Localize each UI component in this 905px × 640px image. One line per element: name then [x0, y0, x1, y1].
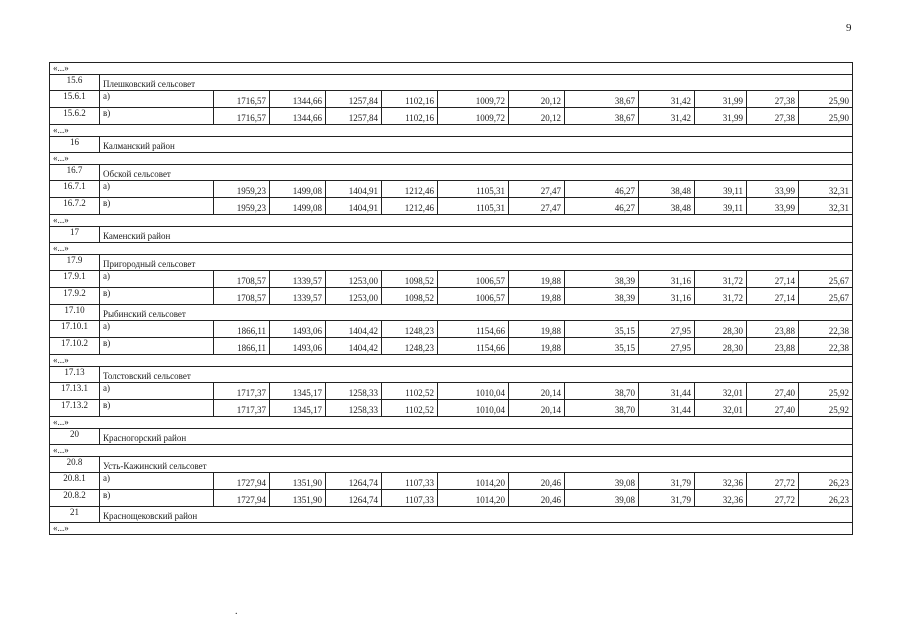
- value-cell: 27,14: [747, 288, 799, 305]
- row-code: 20.8.1: [50, 473, 100, 490]
- row-code: 16.7.2: [50, 198, 100, 215]
- value-cell: 27,72: [747, 473, 799, 490]
- value-cell: 1010,04: [438, 383, 509, 400]
- value-cell: 27,47: [509, 198, 565, 215]
- table-body: [50, 63, 853, 535]
- value-cell: 1006,57: [438, 288, 509, 305]
- value-cell: 38,67: [565, 91, 639, 108]
- value-cell: 38,70: [565, 383, 639, 400]
- section-code: 20.8: [50, 457, 100, 473]
- ellipsis-row: [50, 125, 853, 137]
- section-code: 17.13: [50, 367, 100, 383]
- value-cell: 19,88: [509, 271, 565, 288]
- value-cell: 1708,57: [214, 271, 270, 288]
- value-cell: 1499,08: [270, 181, 326, 198]
- value-cell: 1959,23: [214, 198, 270, 215]
- value-cell: 1345,17: [270, 383, 326, 400]
- table-row: [50, 288, 853, 305]
- page-number: 9: [846, 22, 852, 34]
- value-cell: 25,92: [799, 383, 853, 400]
- section-row: [50, 429, 853, 445]
- value-cell: 38,48: [639, 181, 695, 198]
- value-cell: 31,72: [695, 288, 747, 305]
- value-cell: 32,31: [799, 198, 853, 215]
- ellipsis-row: [50, 63, 853, 75]
- section-row: [50, 137, 853, 153]
- row-variant: а): [100, 321, 214, 338]
- section-name: Рыбинский сельсовет: [100, 305, 853, 321]
- ellipsis-cell: «...»: [50, 243, 853, 255]
- value-cell: 1717,37: [214, 400, 270, 417]
- value-cell: 20,14: [509, 383, 565, 400]
- value-cell: 39,08: [565, 473, 639, 490]
- value-cell: 27,95: [639, 338, 695, 355]
- value-cell: 39,08: [565, 490, 639, 507]
- value-cell: 31,72: [695, 271, 747, 288]
- value-cell: 39,11: [695, 198, 747, 215]
- value-cell: 23,88: [747, 321, 799, 338]
- ellipsis-row: [50, 215, 853, 227]
- value-cell: 1264,74: [326, 473, 382, 490]
- value-cell: 1107,33: [382, 473, 438, 490]
- section-code: 16.7: [50, 165, 100, 181]
- value-cell: 28,30: [695, 338, 747, 355]
- value-cell: 27,38: [747, 108, 799, 125]
- value-cell: 1717,37: [214, 383, 270, 400]
- section-code: 20: [50, 429, 100, 445]
- value-cell: 31,44: [639, 383, 695, 400]
- ellipsis-cell: «...»: [50, 153, 853, 165]
- section-row: [50, 305, 853, 321]
- value-cell: 1253,00: [326, 288, 382, 305]
- row-variant: в): [100, 400, 214, 417]
- section-code: 16: [50, 137, 100, 153]
- value-cell: 1006,57: [438, 271, 509, 288]
- value-cell: 19,88: [509, 338, 565, 355]
- section-row: [50, 227, 853, 243]
- ellipsis-row: [50, 355, 853, 367]
- value-cell: 20,14: [509, 400, 565, 417]
- table-row: [50, 338, 853, 355]
- value-cell: 20,46: [509, 490, 565, 507]
- value-cell: 1105,31: [438, 198, 509, 215]
- value-cell: 46,27: [565, 181, 639, 198]
- table-row: [50, 91, 853, 108]
- ellipsis-cell: «...»: [50, 417, 853, 429]
- value-cell: 1404,91: [326, 198, 382, 215]
- value-cell: 1154,66: [438, 321, 509, 338]
- row-code: 17.9.2: [50, 288, 100, 305]
- value-cell: 1102,52: [382, 383, 438, 400]
- value-cell: 33,99: [747, 198, 799, 215]
- value-cell: 31,16: [639, 271, 695, 288]
- section-name: Калманский район: [100, 137, 853, 153]
- row-code: 15.6.1: [50, 91, 100, 108]
- section-name: Усть-Кажинский сельсовет: [100, 457, 853, 473]
- ellipsis-row: [50, 417, 853, 429]
- section-name: Толстовский сельсовет: [100, 367, 853, 383]
- value-cell: 1351,90: [270, 490, 326, 507]
- value-cell: 1727,94: [214, 473, 270, 490]
- value-cell: 32,36: [695, 490, 747, 507]
- value-cell: 1404,91: [326, 181, 382, 198]
- value-cell: 20,12: [509, 91, 565, 108]
- row-variant: в): [100, 288, 214, 305]
- value-cell: 33,99: [747, 181, 799, 198]
- section-row: [50, 507, 853, 523]
- value-cell: 25,92: [799, 400, 853, 417]
- value-cell: 1098,52: [382, 288, 438, 305]
- ellipsis-cell: «...»: [50, 523, 853, 535]
- value-cell: 27,47: [509, 181, 565, 198]
- row-code: 17.13.2: [50, 400, 100, 417]
- value-cell: 1257,84: [326, 91, 382, 108]
- ellipsis-row: [50, 243, 853, 255]
- row-code: 17.9.1: [50, 271, 100, 288]
- row-variant: в): [100, 338, 214, 355]
- value-cell: 1102,52: [382, 400, 438, 417]
- value-cell: 1102,16: [382, 91, 438, 108]
- value-cell: 1248,23: [382, 321, 438, 338]
- value-cell: 31,42: [639, 108, 695, 125]
- row-code: 17.10.2: [50, 338, 100, 355]
- value-cell: 1212,46: [382, 181, 438, 198]
- section-code: 17.9: [50, 255, 100, 271]
- row-variant: а): [100, 383, 214, 400]
- value-cell: 20,12: [509, 108, 565, 125]
- value-cell: 1154,66: [438, 338, 509, 355]
- value-cell: 1014,20: [438, 473, 509, 490]
- value-cell: 19,88: [509, 288, 565, 305]
- table-row: [50, 321, 853, 338]
- value-cell: 1499,08: [270, 198, 326, 215]
- value-cell: 1493,06: [270, 321, 326, 338]
- table-row: [50, 198, 853, 215]
- ellipsis-row: [50, 445, 853, 457]
- value-cell: 1339,57: [270, 271, 326, 288]
- value-cell: 1339,57: [270, 288, 326, 305]
- ellipsis-cell: «...»: [50, 355, 853, 367]
- section-row: [50, 255, 853, 271]
- value-cell: 31,99: [695, 108, 747, 125]
- value-cell: 26,23: [799, 473, 853, 490]
- section-code: 17.10: [50, 305, 100, 321]
- value-cell: 1248,23: [382, 338, 438, 355]
- value-cell: 1351,90: [270, 473, 326, 490]
- value-cell: 22,38: [799, 338, 853, 355]
- section-code: 17: [50, 227, 100, 243]
- row-variant: а): [100, 271, 214, 288]
- value-cell: 27,40: [747, 400, 799, 417]
- value-cell: 1098,52: [382, 271, 438, 288]
- table-row: [50, 108, 853, 125]
- value-cell: 1344,66: [270, 108, 326, 125]
- ellipsis-row: [50, 153, 853, 165]
- section-name: Плешковский сельсовет: [100, 75, 853, 91]
- value-cell: 1010,04: [438, 400, 509, 417]
- tariff-table: [49, 62, 853, 535]
- value-cell: 27,72: [747, 490, 799, 507]
- value-cell: 23,88: [747, 338, 799, 355]
- value-cell: 1866,11: [214, 338, 270, 355]
- row-variant: в): [100, 490, 214, 507]
- ellipsis-cell: «...»: [50, 445, 853, 457]
- value-cell: 27,14: [747, 271, 799, 288]
- table-row: [50, 473, 853, 490]
- ellipsis-row: [50, 523, 853, 535]
- value-cell: 39,11: [695, 181, 747, 198]
- stray-dot: .: [235, 606, 238, 617]
- row-variant: в): [100, 108, 214, 125]
- value-cell: 1212,46: [382, 198, 438, 215]
- row-code: 20.8.2: [50, 490, 100, 507]
- section-name: Обской сельсовет: [100, 165, 853, 181]
- row-code: 15.6.2: [50, 108, 100, 125]
- ellipsis-cell: «...»: [50, 63, 853, 75]
- value-cell: 35,15: [565, 338, 639, 355]
- ellipsis-cell: «...»: [50, 125, 853, 137]
- value-cell: 1102,16: [382, 108, 438, 125]
- value-cell: 1959,23: [214, 181, 270, 198]
- value-cell: 32,36: [695, 473, 747, 490]
- value-cell: 32,01: [695, 400, 747, 417]
- value-cell: 38,70: [565, 400, 639, 417]
- value-cell: 31,42: [639, 91, 695, 108]
- value-cell: 1014,20: [438, 490, 509, 507]
- value-cell: 46,27: [565, 198, 639, 215]
- value-cell: 1105,31: [438, 181, 509, 198]
- value-cell: 31,79: [639, 490, 695, 507]
- value-cell: 31,44: [639, 400, 695, 417]
- value-cell: 38,39: [565, 288, 639, 305]
- value-cell: 1009,72: [438, 108, 509, 125]
- value-cell: 1866,11: [214, 321, 270, 338]
- value-cell: 1264,74: [326, 490, 382, 507]
- value-cell: 1009,72: [438, 91, 509, 108]
- section-name: Краснощековский район: [100, 507, 853, 523]
- value-cell: 1716,57: [214, 108, 270, 125]
- value-cell: 25,90: [799, 108, 853, 125]
- section-name: Каменский район: [100, 227, 853, 243]
- value-cell: 32,31: [799, 181, 853, 198]
- value-cell: 32,01: [695, 383, 747, 400]
- value-cell: 1404,42: [326, 338, 382, 355]
- value-cell: 25,67: [799, 271, 853, 288]
- value-cell: 1345,17: [270, 400, 326, 417]
- row-code: 17.13.1: [50, 383, 100, 400]
- value-cell: 19,88: [509, 321, 565, 338]
- value-cell: 22,38: [799, 321, 853, 338]
- section-row: [50, 367, 853, 383]
- value-cell: 1344,66: [270, 91, 326, 108]
- value-cell: 38,48: [639, 198, 695, 215]
- value-cell: 1258,33: [326, 383, 382, 400]
- table-row: [50, 490, 853, 507]
- value-cell: 31,16: [639, 288, 695, 305]
- value-cell: 1493,06: [270, 338, 326, 355]
- value-cell: 1253,00: [326, 271, 382, 288]
- row-variant: в): [100, 198, 214, 215]
- value-cell: 26,23: [799, 490, 853, 507]
- value-cell: 1257,84: [326, 108, 382, 125]
- value-cell: 25,67: [799, 288, 853, 305]
- value-cell: 1727,94: [214, 490, 270, 507]
- value-cell: 35,15: [565, 321, 639, 338]
- value-cell: 1107,33: [382, 490, 438, 507]
- ellipsis-cell: «...»: [50, 215, 853, 227]
- value-cell: 38,67: [565, 108, 639, 125]
- value-cell: 1258,33: [326, 400, 382, 417]
- row-variant: а): [100, 91, 214, 108]
- table-row: [50, 271, 853, 288]
- section-row: [50, 457, 853, 473]
- section-row: [50, 75, 853, 91]
- row-variant: а): [100, 473, 214, 490]
- value-cell: 27,38: [747, 91, 799, 108]
- value-cell: 20,46: [509, 473, 565, 490]
- table-row: [50, 181, 853, 198]
- row-variant: а): [100, 181, 214, 198]
- value-cell: 1708,57: [214, 288, 270, 305]
- section-name: Красногорский район: [100, 429, 853, 445]
- value-cell: 31,79: [639, 473, 695, 490]
- value-cell: 1716,57: [214, 91, 270, 108]
- row-code: 17.10.1: [50, 321, 100, 338]
- value-cell: 31,99: [695, 91, 747, 108]
- table-row: [50, 400, 853, 417]
- row-code: 16.7.1: [50, 181, 100, 198]
- section-name: Пригородный сельсовет: [100, 255, 853, 271]
- section-row: [50, 165, 853, 181]
- value-cell: 27,95: [639, 321, 695, 338]
- section-code: 15.6: [50, 75, 100, 91]
- table-row: [50, 383, 853, 400]
- value-cell: 27,40: [747, 383, 799, 400]
- value-cell: 38,39: [565, 271, 639, 288]
- value-cell: 28,30: [695, 321, 747, 338]
- value-cell: 25,90: [799, 91, 853, 108]
- value-cell: 1404,42: [326, 321, 382, 338]
- section-code: 21: [50, 507, 100, 523]
